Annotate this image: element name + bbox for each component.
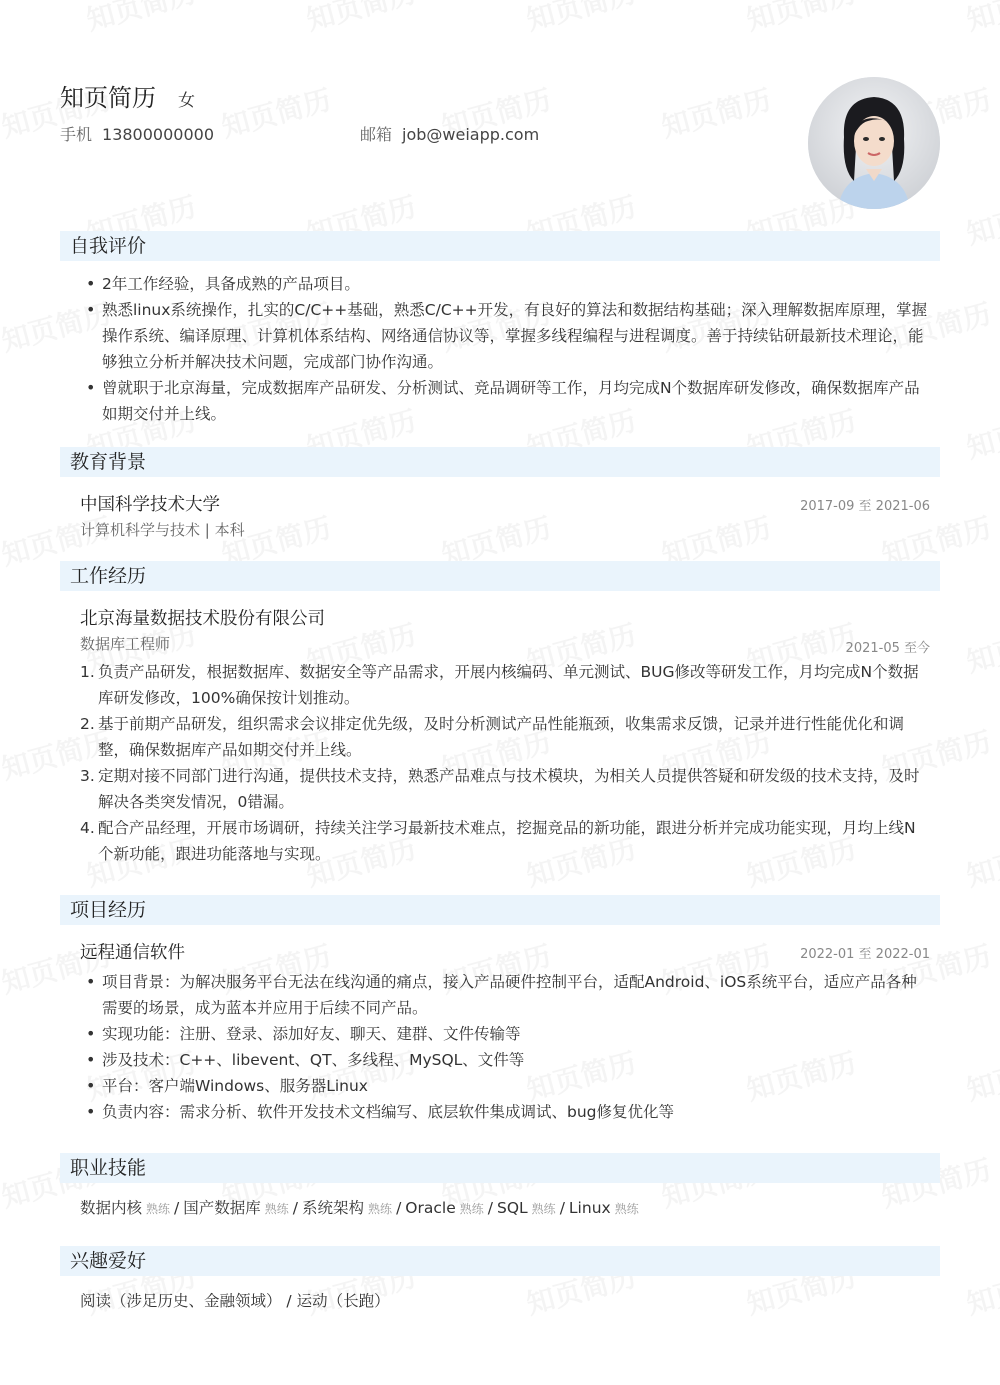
item-text: 负责产品研发，根据数据库、数据安全等产品需求，开展内核编码、单元测试、BUG修改等研发工作，月均完成N个数据库研发修改，100%确保按计划推动。: [98, 663, 919, 707]
list-item: • 平台：客户端Windows、服务器Linux: [80, 1073, 930, 1099]
skill-name: Linux: [568, 1199, 611, 1217]
phone-value: 13800000000: [102, 125, 214, 144]
education-date: 2017-09 至 2021-06: [800, 499, 930, 514]
list-item: • 负责内容：需求分析、软件开发技术文档编写、底层软件集成调试、bug修复优化等: [80, 1099, 930, 1125]
list-item: [80, 711, 930, 763]
skill-name: 系统架构: [302, 1199, 365, 1217]
name-line: [60, 78, 195, 113]
work-duty-list: [60, 659, 940, 867]
skill-level: 熟练: [614, 1202, 639, 1216]
section-title-skills: 职业技能: [60, 1153, 940, 1183]
skill-name: 数据内核: [80, 1199, 143, 1217]
major-degree: 计算机科学与技术 | 本科: [80, 521, 245, 539]
list-item: • 2年工作经验，具备成熟的产品项目。: [80, 271, 930, 297]
skill-level: 熟练: [459, 1202, 484, 1216]
work-date: 2021-05 至今: [845, 641, 930, 656]
item-text: 配合产品经理，开展市场调研，持续关注学习最新技术难点，挖掘竞品的新功能，跟进分析并完成功能实现，月均上线N个新功能，跟进功能落地与实现。: [98, 819, 916, 863]
job-position: 数据库工程师: [80, 635, 171, 653]
list-item: • 涉及技术：C++、libevent、QT、多线程、MySQL、文件等: [80, 1047, 930, 1073]
section-title-work: 工作经历: [60, 561, 940, 591]
section-title-project: 项目经历: [60, 895, 940, 925]
skill-separator: /: [559, 1199, 565, 1217]
self-eval-list: [60, 271, 940, 427]
list-item: • 熟悉linux系统操作，扎实的C/C++基础，熟悉C/C++开发，有良好的算法和数据结构基础；深入理解数据库原理，掌握操作系统、编译原理、计算机体系结构、网络通信协议等，掌握多线程编程与进程调度。善于持续钻研最新技术理论，能够独立分析并解决技术问题，完成部门协作沟通。: [80, 297, 930, 375]
work-entry: [60, 605, 940, 655]
list-item: [80, 659, 930, 711]
item-number: 2.: [80, 715, 95, 733]
project-date: 2022-01 至 2022-01: [800, 947, 930, 962]
list-item: • 项目背景：为解决服务平台无法在线沟通的痛点，接入产品硬件控制平台，适配Android、iOS系统平台，适应产品各种需要的场景，成为蓝本并应用于后续不同产品。: [80, 969, 930, 1021]
skill-level: 熟练: [264, 1202, 289, 1216]
skill-separator: /: [487, 1199, 493, 1217]
section-title-hobbies: 兴趣爱好: [60, 1246, 940, 1276]
phone-item: [60, 122, 214, 145]
project-name: 远程通信软件: [80, 943, 185, 963]
candidate-name: 知页简历: [60, 84, 156, 112]
skills-list: [60, 1183, 940, 1222]
skill-level: 熟练: [531, 1202, 556, 1216]
list-item: • 实现功能：注册、登录、添加好友、聊天、建群、文件传输等: [80, 1021, 930, 1047]
candidate-gender: 女: [178, 91, 195, 111]
skill-separator: /: [396, 1199, 402, 1217]
project-detail-list: [60, 969, 940, 1125]
skill-name: SQL: [496, 1199, 528, 1217]
section-title-education: 教育背景: [60, 447, 940, 477]
education-entry: [60, 491, 940, 541]
item-number: 3.: [80, 767, 95, 785]
school-name: 中国科学技术大学: [80, 495, 220, 515]
skill-level: 熟练: [368, 1202, 393, 1216]
skill-level: 熟练: [146, 1202, 171, 1216]
item-number: 1.: [80, 663, 95, 681]
project-entry: [60, 939, 940, 967]
phone-label: 手机: [60, 125, 93, 144]
avatar: [808, 77, 940, 209]
skill-name: Oracle: [405, 1199, 456, 1217]
skill-separator: /: [292, 1199, 299, 1217]
email-label: 邮箱: [360, 125, 393, 144]
list-item: [80, 763, 930, 815]
list-item: [80, 815, 930, 867]
avatar-photo: [808, 77, 940, 209]
company-name: 北京海量数据技术股份有限公司: [80, 609, 325, 629]
section-title-self-eval: 自我评价: [60, 231, 940, 261]
item-text: 基于前期产品研发，组织需求会议排定优先级，及时分析测试产品性能瓶颈，收集需求反馈，记录并进行性能优化和调整，确保数据库产品如期交付并上线。: [98, 715, 905, 759]
hobbies-text: 阅读（涉足历史、金融领域） / 运动（长跑）: [80, 1292, 390, 1310]
item-text: 定期对接不同部门进行沟通，提供技术支持，熟悉产品难点与技术模块，为相关人员提供答疑和研发级的技术支持，及时解决各类突发情况，0错漏。: [98, 767, 920, 811]
email-value: job@weiapp.com: [402, 125, 540, 144]
item-number: 4.: [80, 819, 95, 837]
email-item: [360, 122, 539, 145]
resume-header: [60, 0, 940, 215]
skill-separator: /: [174, 1199, 180, 1217]
skill-name: 国产数据库: [183, 1199, 261, 1217]
list-item: • 曾就职于北京海量，完成数据库产品研发、分析测试、竞品调研等工作，月均完成N个数据库研发修改，确保数据库产品如期交付并上线。: [80, 375, 930, 427]
